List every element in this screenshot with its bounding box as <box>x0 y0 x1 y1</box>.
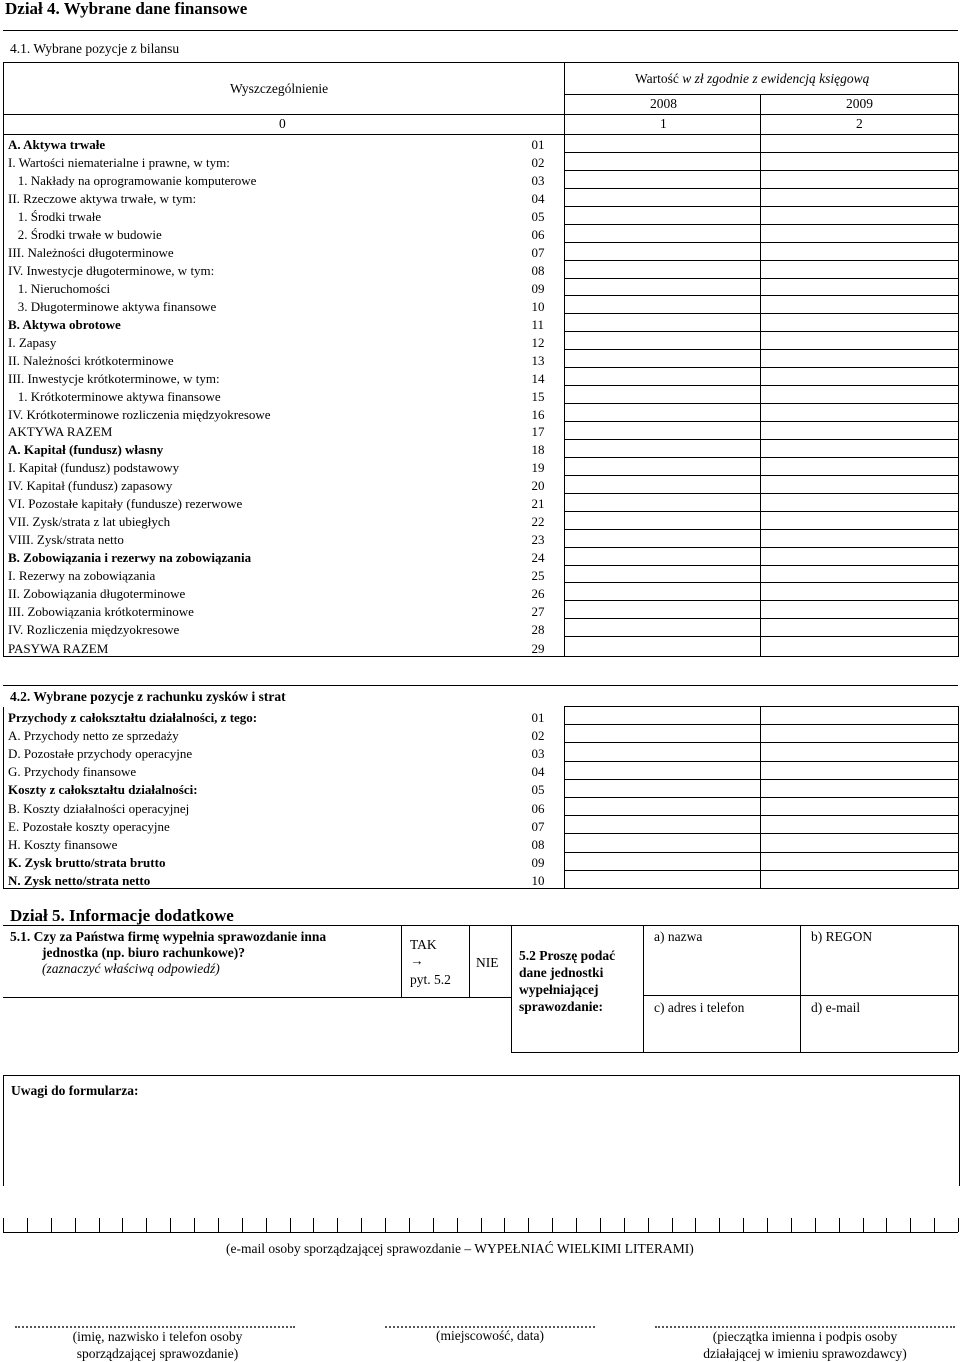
question-5-1-hint: (zaznaczyć właściwą odpowiedź) <box>42 961 220 976</box>
value-cell-2008[interactable] <box>565 779 761 797</box>
value-cell-2009[interactable] <box>761 511 959 529</box>
goto-question-label: pyt. 5.2 <box>410 972 451 987</box>
balance-row <box>4 332 959 350</box>
email-char-divider <box>361 1218 362 1232</box>
value-cell-2008[interactable] <box>565 834 761 852</box>
value-cell-2009[interactable] <box>761 779 959 797</box>
value-cell-2008[interactable] <box>565 619 761 637</box>
value-cell-2009[interactable] <box>761 260 959 278</box>
pl-row <box>4 870 959 888</box>
value-cell-2008[interactable] <box>565 529 761 547</box>
value-cell-2009[interactable] <box>761 457 959 475</box>
email-char-divider <box>194 1218 195 1232</box>
balance-row-number: 25 <box>525 565 565 583</box>
email-char-divider <box>337 1218 338 1232</box>
question-5-1-cont: jednostka (np. biuro rachunkowe)? <box>42 945 246 960</box>
value-cell-2009[interactable] <box>761 743 959 761</box>
email-char-divider <box>27 1218 28 1232</box>
balance-row <box>4 278 959 296</box>
balance-row-number: 16 <box>525 404 565 422</box>
value-cell-2008[interactable] <box>565 852 761 870</box>
email-char-divider <box>552 1218 553 1232</box>
value-cell-2008[interactable] <box>565 206 761 224</box>
balance-row-label: IV. Krótkoterminowe rozliczenia międzyokresowe <box>4 404 525 422</box>
value-cell-2008[interactable] <box>565 152 761 170</box>
balance-row-number: 13 <box>525 350 565 368</box>
signature-caption-3: (pieczątka imienna i podpis osoby działającej w imieniu sprawozdawcy) <box>703 1329 907 1361</box>
email-char-divider <box>958 1218 959 1232</box>
balance-row-number: 23 <box>525 529 565 547</box>
balance-row <box>4 404 959 422</box>
pl-row <box>4 743 959 761</box>
pl-row <box>4 725 959 743</box>
col-index-2: 2 <box>856 116 863 131</box>
balance-row-number: 29 <box>525 637 565 657</box>
value-cell-2008[interactable] <box>565 743 761 761</box>
pl-row-number: 10 <box>525 870 565 888</box>
section-heading: Dział 4. Wybrane dane finansowe <box>5 0 248 18</box>
balance-row-number: 03 <box>525 170 565 188</box>
balance-row-label: III. Inwestycje krótkoterminowe, w tym: <box>4 368 525 386</box>
pl-row-label: E. Pozostałe koszty operacyjne <box>4 816 525 834</box>
value-cell-2009[interactable] <box>761 797 959 815</box>
pl-row-number: 07 <box>525 816 565 834</box>
value-cell-2008[interactable] <box>565 135 761 153</box>
balance-row <box>4 475 959 493</box>
pl-row-label: G. Przychody finansowe <box>4 761 525 779</box>
balance-row-number: 01 <box>525 135 565 153</box>
balance-row-label: II. Zobowiązania długoterminowe <box>4 583 525 601</box>
value-cell-2008[interactable] <box>565 242 761 260</box>
value-cell-2008[interactable] <box>565 601 761 619</box>
balance-row-label: AKTYWA RAZEM <box>4 422 525 440</box>
balance-row-number: 09 <box>525 278 565 296</box>
balance-row <box>4 439 959 457</box>
email-char-divider <box>457 1218 458 1232</box>
balance-row-label: IV. Rozliczenia międzyokresowe <box>4 619 525 637</box>
pl-row-label: Przychody z całokształtu działalności, z tego: <box>4 707 525 725</box>
pl-row-label: K. Zysk brutto/strata brutto <box>4 852 525 870</box>
email-char-divider <box>481 1218 482 1232</box>
balance-row-label: 2. Środki trwałe w budowie <box>4 224 525 242</box>
balance-row-number: 27 <box>525 601 565 619</box>
balance-row <box>4 135 959 153</box>
balance-row-label: PASYWA RAZEM <box>4 637 525 657</box>
pl-row-number: 01 <box>525 707 565 725</box>
email-char-divider <box>266 1218 267 1232</box>
balance-row <box>4 314 959 332</box>
email-char-divider <box>576 1218 577 1232</box>
value-cell-2008[interactable] <box>565 583 761 601</box>
balance-row-number: 24 <box>525 547 565 565</box>
value-cell-2009[interactable] <box>761 404 959 422</box>
value-cell-2009[interactable] <box>761 493 959 511</box>
email-char-divider <box>910 1218 911 1232</box>
email-char-divider <box>385 1218 386 1232</box>
value-cell-2008[interactable] <box>565 314 761 332</box>
col-label: Wyszczególnienie <box>230 81 329 96</box>
value-cell-2009[interactable] <box>761 170 959 188</box>
balance-row-number: 17 <box>525 422 565 440</box>
balance-row-number: 06 <box>525 224 565 242</box>
remarks-box[interactable] <box>3 1075 960 1186</box>
question-5-2: 5.2 Proszę podać dane jednostki wypełniającej sprawozdanie: <box>519 948 616 1014</box>
value-cell-2009[interactable] <box>761 761 959 779</box>
balance-row-number: 21 <box>525 493 565 511</box>
balance-row <box>4 529 959 547</box>
pl-row-number: 09 <box>525 852 565 870</box>
profit-loss-table <box>3 706 959 889</box>
balance-row <box>4 386 959 404</box>
value-cell-2009[interactable] <box>761 870 959 888</box>
pl-row <box>4 834 959 852</box>
balance-row <box>4 547 959 565</box>
value-cell-2008[interactable] <box>565 493 761 511</box>
value-cell-2009[interactable] <box>761 242 959 260</box>
value-cell-2009[interactable] <box>761 725 959 743</box>
value-cell-2008[interactable] <box>565 188 761 206</box>
pl-row <box>4 761 959 779</box>
value-cell-2009[interactable] <box>761 188 959 206</box>
balance-row <box>4 493 959 511</box>
value-cell-2008[interactable] <box>565 761 761 779</box>
balance-row-label: III. Należności długoterminowe <box>4 242 525 260</box>
email-char-divider <box>409 1218 410 1232</box>
signature-caption-2: (miejscowość, data) <box>436 1328 544 1343</box>
field-email[interactable]: d) e-mail <box>811 1000 861 1015</box>
pl-row <box>4 852 959 870</box>
value-cell-2008[interactable] <box>565 296 761 314</box>
email-char-divider <box>767 1218 768 1232</box>
option-tak[interactable]: TAK <box>410 937 437 952</box>
balance-row-label: IV. Inwestycje długoterminowe, w tym: <box>4 260 525 278</box>
balance-header <box>3 62 958 134</box>
section-title-4-2: 4.2. Wybrane pozycje z rachunku zysków i strat <box>10 689 286 704</box>
value-cell-2009[interactable] <box>761 278 959 296</box>
balance-row-number: 14 <box>525 368 565 386</box>
value-cell-2009[interactable] <box>761 224 959 242</box>
balance-row <box>4 422 959 440</box>
email-char-divider <box>648 1218 649 1232</box>
question-5-1-box <box>3 925 958 1052</box>
balance-row <box>4 619 959 637</box>
balance-row <box>4 511 959 529</box>
value-cell-2008[interactable] <box>565 797 761 815</box>
pl-row-number: 04 <box>525 761 565 779</box>
email-char-divider <box>791 1218 792 1232</box>
value-cell-2009[interactable] <box>761 135 959 153</box>
pl-row-number: 02 <box>525 725 565 743</box>
value-cell-2009[interactable] <box>761 619 959 637</box>
value-cell-2009[interactable] <box>761 439 959 457</box>
balance-row-number: 15 <box>525 386 565 404</box>
value-cell-2008[interactable] <box>565 565 761 583</box>
value-cell-2009[interactable] <box>761 206 959 224</box>
pl-row-label: B. Koszty działalności operacyjnej <box>4 797 525 815</box>
balance-row-label: VI. Pozostałe kapitały (fundusze) rezerwowe <box>4 493 525 511</box>
balance-row-number: 10 <box>525 296 565 314</box>
balance-table <box>3 134 959 657</box>
email-char-divider <box>51 1218 52 1232</box>
value-cell-2008[interactable] <box>565 475 761 493</box>
balance-row <box>4 260 959 278</box>
balance-row-label: VII. Zysk/strata z lat ubiegłych <box>4 511 525 529</box>
divider <box>3 30 958 31</box>
balance-row-number: 28 <box>525 619 565 637</box>
email-char-divider <box>863 1218 864 1232</box>
remarks-label: Uwagi do formularza: <box>11 1083 139 1098</box>
balance-row-label: II. Rzeczowe aktywa trwałe, w tym: <box>4 188 525 206</box>
email-char-divider <box>672 1218 673 1232</box>
balance-row-number: 07 <box>525 242 565 260</box>
value-cell-2008[interactable] <box>565 725 761 743</box>
value-cell-2009[interactable] <box>761 152 959 170</box>
value-cell-2009[interactable] <box>761 547 959 565</box>
balance-row-number: 18 <box>525 439 565 457</box>
balance-row-label: B. Aktywa obrotowe <box>4 314 525 332</box>
value-cell-2008[interactable] <box>565 332 761 350</box>
balance-row-label: VIII. Zysk/strata netto <box>4 529 525 547</box>
balance-row <box>4 242 959 260</box>
value-cell-2008[interactable] <box>565 439 761 457</box>
pl-row <box>4 779 959 797</box>
balance-row-label: I. Rezerwy na zobowiązania <box>4 565 525 583</box>
email-char-divider <box>934 1218 935 1232</box>
arrow-icon: → <box>410 953 424 968</box>
value-cell-2008[interactable] <box>565 637 761 657</box>
balance-row <box>4 188 959 206</box>
balance-row-number: 08 <box>525 260 565 278</box>
email-caption: (e-mail osoby sporządzającej sprawozdanie – WYPEŁNIAĆ WIELKIMI LITERAMI) <box>226 1241 694 1256</box>
year-2009: 2009 <box>846 96 873 111</box>
pl-row-number: 06 <box>525 797 565 815</box>
balance-row-number: 26 <box>525 583 565 601</box>
value-cell-2008[interactable] <box>565 422 761 440</box>
value-cell-2009[interactable] <box>761 386 959 404</box>
option-nie[interactable]: NIE <box>476 955 499 970</box>
balance-row-number: 20 <box>525 475 565 493</box>
pl-row-label: N. Zysk netto/strata netto <box>4 870 525 888</box>
value-cell-2008[interactable] <box>565 278 761 296</box>
email-char-divider <box>886 1218 887 1232</box>
balance-row-label: B. Zobowiązania i rezerwy na zobowiązania <box>4 547 525 565</box>
value-cell-2008[interactable] <box>565 224 761 242</box>
year-2008: 2008 <box>650 96 677 111</box>
email-char-divider <box>170 1218 171 1232</box>
value-cell-2008[interactable] <box>565 547 761 565</box>
email-char-divider <box>600 1218 601 1232</box>
value-cell-2009[interactable] <box>761 834 959 852</box>
balance-row-number: 11 <box>525 314 565 332</box>
value-cell-2008[interactable] <box>565 260 761 278</box>
balance-row-label: A. Kapitał (fundusz) własny <box>4 439 525 457</box>
field-regon[interactable]: b) REGON <box>811 929 873 944</box>
question-5-1: 5.1. Czy za Państwa firmę wypełnia sprawozdanie inna <box>10 929 327 944</box>
balance-row-label: 1. Krótkoterminowe aktywa finansowe <box>4 386 525 404</box>
value-cell-2008[interactable] <box>565 816 761 834</box>
balance-row-number: 22 <box>525 511 565 529</box>
balance-row <box>4 206 959 224</box>
balance-row-label: IV. Kapitał (fundusz) zapasowy <box>4 475 525 493</box>
pl-row-number: 05 <box>525 779 565 797</box>
value-cell-2008[interactable] <box>565 386 761 404</box>
balance-row <box>4 601 959 619</box>
email-char-divider <box>3 1218 4 1232</box>
pl-row <box>4 797 959 815</box>
balance-row <box>4 350 959 368</box>
signature-caption-1: (imię, nazwisko i telefon osoby sporządzającej sprawozdanie) <box>72 1329 243 1361</box>
pl-row-label: A. Przychody netto ze sprzedaży <box>4 725 525 743</box>
email-char-divider <box>290 1218 291 1232</box>
balance-row-label: I. Wartości niematerialne i prawne, w tym: <box>4 152 525 170</box>
col-index-0: 0 <box>279 116 286 131</box>
email-char-divider <box>743 1218 744 1232</box>
email-char-divider <box>433 1218 434 1232</box>
balance-row <box>4 170 959 188</box>
pl-row-number: 08 <box>525 834 565 852</box>
balance-row <box>4 637 959 657</box>
value-column-title: Wartość w zł zgodnie z ewidencją księgową <box>635 71 870 86</box>
field-nazwa[interactable]: a) nazwa <box>654 929 703 944</box>
email-char-boxes[interactable] <box>3 1217 958 1232</box>
email-char-divider <box>146 1218 147 1232</box>
value-cell-2008[interactable] <box>565 511 761 529</box>
section-title-4-1: 4.1. Wybrane pozycje z bilansu <box>10 41 180 56</box>
pl-row-label: Koszty z całokształtu działalności: <box>4 779 525 797</box>
value-cell-2009[interactable] <box>761 350 959 368</box>
col-index-1: 1 <box>660 116 667 131</box>
email-char-divider <box>695 1218 696 1232</box>
balance-row-label: 1. Nakłady na oprogramowanie komputerowe <box>4 170 525 188</box>
value-cell-2008[interactable] <box>565 870 761 888</box>
value-cell-2009[interactable] <box>761 707 959 725</box>
value-cell-2009[interactable] <box>761 422 959 440</box>
value-cell-2009[interactable] <box>761 816 959 834</box>
balance-row <box>4 152 959 170</box>
balance-row-number: 04 <box>525 188 565 206</box>
email-char-divider <box>122 1218 123 1232</box>
balance-row <box>4 457 959 475</box>
balance-row-label: 3. Długoterminowe aktywa finansowe <box>4 296 525 314</box>
balance-row <box>4 583 959 601</box>
email-baseline <box>3 1232 958 1233</box>
pl-row-label: D. Pozostałe przychody operacyjne <box>4 743 525 761</box>
value-cell-2008[interactable] <box>565 368 761 386</box>
balance-row-number: 05 <box>525 206 565 224</box>
balance-row <box>4 224 959 242</box>
pl-row-label: H. Koszty finansowe <box>4 834 525 852</box>
section-heading-5: Dział 5. Informacje dodatkowe <box>10 906 234 925</box>
balance-row-number: 12 <box>525 332 565 350</box>
value-cell-2009[interactable] <box>761 368 959 386</box>
field-adres[interactable]: c) adres i telefon <box>654 1000 745 1015</box>
balance-row-label: III. Zobowiązania krótkoterminowe <box>4 601 525 619</box>
balance-row-label: II. Należności krótkoterminowe <box>4 350 525 368</box>
value-cell-2009[interactable] <box>761 475 959 493</box>
balance-row-number: 02 <box>525 152 565 170</box>
value-cell-2008[interactable] <box>565 350 761 368</box>
balance-row-label: I. Kapitał (fundusz) podstawowy <box>4 457 525 475</box>
email-char-divider <box>218 1218 219 1232</box>
email-char-divider <box>99 1218 100 1232</box>
pl-row <box>4 816 959 834</box>
balance-row <box>4 565 959 583</box>
value-cell-2009[interactable] <box>761 583 959 601</box>
value-cell-2009[interactable] <box>761 565 959 583</box>
value-cell-2008[interactable] <box>565 170 761 188</box>
email-char-divider <box>504 1218 505 1232</box>
value-cell-2009[interactable] <box>761 296 959 314</box>
email-char-divider <box>75 1218 76 1232</box>
balance-row-number: 19 <box>525 457 565 475</box>
value-cell-2009[interactable] <box>761 529 959 547</box>
balance-row <box>4 368 959 386</box>
email-char-divider <box>313 1218 314 1232</box>
balance-row-label: A. Aktywa trwałe <box>4 135 525 153</box>
pl-row-number: 03 <box>525 743 565 761</box>
email-char-divider <box>528 1218 529 1232</box>
email-char-divider <box>624 1218 625 1232</box>
value-cell-2008[interactable] <box>565 457 761 475</box>
value-cell-2008[interactable] <box>565 404 761 422</box>
email-char-divider <box>815 1218 816 1232</box>
email-char-divider <box>839 1218 840 1232</box>
value-cell-2009[interactable] <box>761 314 959 332</box>
pl-row <box>4 707 959 725</box>
value-cell-2009[interactable] <box>761 332 959 350</box>
balance-row-label: 1. Środki trwałe <box>4 206 525 224</box>
email-char-divider <box>719 1218 720 1232</box>
value-cell-2009[interactable] <box>761 852 959 870</box>
balance-row-label: 1. Nieruchomości <box>4 278 525 296</box>
value-cell-2009[interactable] <box>761 601 959 619</box>
email-char-divider <box>242 1218 243 1232</box>
value-cell-2008[interactable] <box>565 707 761 725</box>
balance-row-label: I. Zapasy <box>4 332 525 350</box>
balance-row <box>4 296 959 314</box>
value-cell-2009[interactable] <box>761 637 959 657</box>
